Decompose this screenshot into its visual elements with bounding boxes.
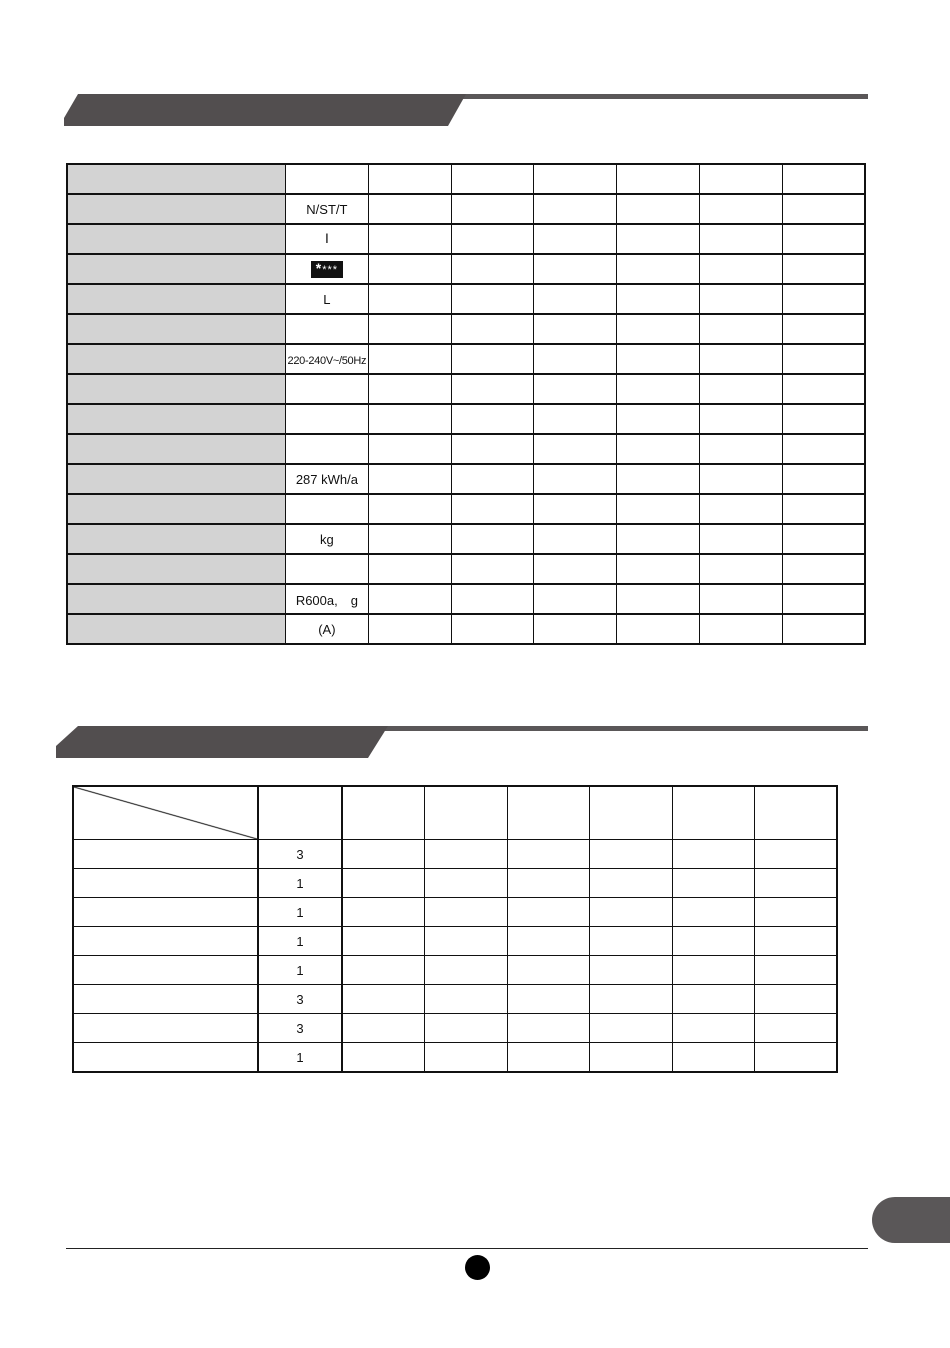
empty-cell xyxy=(590,1043,673,1073)
accessory-name-cell xyxy=(73,1043,258,1073)
value-cell xyxy=(286,374,369,404)
empty-cell xyxy=(617,194,700,224)
empty-cell xyxy=(368,344,451,374)
empty-cell xyxy=(425,869,508,898)
empty-cell xyxy=(782,434,865,464)
table-row xyxy=(67,314,865,344)
empty-cell xyxy=(534,344,617,374)
empty-cell xyxy=(368,494,451,524)
value-text: (A) xyxy=(318,621,336,637)
header-cell xyxy=(507,786,590,840)
empty-cell xyxy=(451,164,534,194)
empty-cell xyxy=(451,554,534,584)
value-cell xyxy=(286,584,369,614)
page-number-dot xyxy=(465,1255,490,1280)
empty-cell xyxy=(368,554,451,584)
empty-cell xyxy=(451,614,534,644)
empty-cell xyxy=(782,374,865,404)
empty-cell xyxy=(342,956,425,985)
row-label-cell xyxy=(67,224,286,254)
table-row xyxy=(73,956,837,985)
table-row xyxy=(67,374,865,404)
empty-cell xyxy=(755,985,838,1014)
quantity-cell: 3 xyxy=(258,985,342,1014)
footer-rule xyxy=(66,1248,868,1249)
value-text: R600a, g xyxy=(295,592,358,608)
empty-cell xyxy=(368,314,451,344)
empty-cell xyxy=(534,374,617,404)
value-cell xyxy=(286,614,369,644)
empty-cell xyxy=(507,1014,590,1043)
empty-cell xyxy=(451,524,534,554)
empty-cell xyxy=(534,464,617,494)
empty-cell xyxy=(672,898,755,927)
value-cell xyxy=(286,344,369,374)
table-row xyxy=(73,898,837,927)
header-tab xyxy=(64,94,466,126)
table-row xyxy=(73,1014,837,1043)
value-text: Ⅰ xyxy=(324,231,329,246)
empty-cell xyxy=(451,314,534,344)
empty-cell xyxy=(699,194,782,224)
empty-cell xyxy=(617,404,700,434)
quantity-cell: 1 xyxy=(258,898,342,927)
empty-cell xyxy=(534,314,617,344)
empty-cell xyxy=(617,434,700,464)
empty-cell xyxy=(534,584,617,614)
empty-cell xyxy=(699,554,782,584)
empty-cell xyxy=(425,1014,508,1043)
empty-cell xyxy=(368,464,451,494)
empty-cell xyxy=(672,1043,755,1073)
empty-cell xyxy=(755,898,838,927)
table-row xyxy=(73,869,837,898)
value-cell xyxy=(286,164,369,194)
empty-cell xyxy=(534,524,617,554)
table-row xyxy=(67,224,865,254)
row-label-cell xyxy=(67,164,286,194)
row-label-cell xyxy=(67,254,286,284)
value-cell xyxy=(286,404,369,434)
table-row xyxy=(73,985,837,1014)
empty-cell xyxy=(534,554,617,584)
empty-cell xyxy=(590,1014,673,1043)
value-text: 220-240V~/50Hz xyxy=(287,354,367,367)
table-row xyxy=(67,254,865,284)
specifications-table xyxy=(66,163,866,645)
value-text: L xyxy=(323,291,331,307)
empty-cell xyxy=(617,314,700,344)
row-label-cell xyxy=(67,464,286,494)
empty-cell xyxy=(507,869,590,898)
header-cell xyxy=(672,786,755,840)
empty-cell xyxy=(699,494,782,524)
empty-cell xyxy=(342,840,425,869)
table-header-row xyxy=(73,786,837,840)
value-cell xyxy=(286,314,369,344)
table-row xyxy=(73,927,837,956)
empty-cell xyxy=(699,314,782,344)
empty-cell xyxy=(617,284,700,314)
row-label-cell xyxy=(67,554,286,584)
empty-cell xyxy=(672,927,755,956)
empty-cell xyxy=(507,985,590,1014)
table-row xyxy=(67,614,865,644)
value-cell xyxy=(286,464,369,494)
empty-cell xyxy=(672,956,755,985)
accessories-section-header xyxy=(56,726,868,760)
empty-cell xyxy=(425,898,508,927)
empty-cell xyxy=(782,164,865,194)
quantity-cell: 1 xyxy=(258,956,342,985)
table-row xyxy=(67,464,865,494)
empty-cell xyxy=(699,284,782,314)
empty-cell xyxy=(617,374,700,404)
empty-cell xyxy=(342,985,425,1014)
row-label-cell xyxy=(67,284,286,314)
empty-cell xyxy=(699,374,782,404)
empty-cell xyxy=(342,927,425,956)
empty-cell xyxy=(451,374,534,404)
empty-cell xyxy=(451,254,534,284)
freezer-star-rating-icon xyxy=(311,261,343,278)
empty-cell xyxy=(368,524,451,554)
empty-cell xyxy=(755,840,838,869)
empty-cell xyxy=(425,840,508,869)
empty-cell xyxy=(451,494,534,524)
empty-cell xyxy=(425,927,508,956)
quantity-cell: 3 xyxy=(258,1014,342,1043)
header-cell xyxy=(590,786,673,840)
empty-cell xyxy=(342,898,425,927)
quantity-cell: 1 xyxy=(258,1043,342,1073)
empty-cell xyxy=(755,1043,838,1073)
empty-cell xyxy=(507,1043,590,1073)
empty-cell xyxy=(672,985,755,1014)
empty-cell xyxy=(590,869,673,898)
value-cell xyxy=(286,224,369,254)
accessory-name-cell xyxy=(73,956,258,985)
table-row xyxy=(67,344,865,374)
row-label-cell xyxy=(67,404,286,434)
empty-cell xyxy=(451,194,534,224)
empty-cell xyxy=(451,284,534,314)
empty-cell xyxy=(617,554,700,584)
header-tab xyxy=(56,726,388,758)
empty-cell xyxy=(782,584,865,614)
empty-cell xyxy=(534,284,617,314)
empty-cell xyxy=(342,1014,425,1043)
table-row xyxy=(67,524,865,554)
empty-cell xyxy=(672,1014,755,1043)
value-text: N/ST/T xyxy=(306,201,348,217)
table-row xyxy=(67,404,865,434)
empty-cell xyxy=(368,164,451,194)
table-row xyxy=(67,434,865,464)
empty-cell xyxy=(699,584,782,614)
empty-cell xyxy=(368,404,451,434)
empty-cell xyxy=(368,584,451,614)
accessory-name-cell xyxy=(73,898,258,927)
empty-cell xyxy=(368,614,451,644)
empty-cell xyxy=(699,254,782,284)
value-cell xyxy=(286,494,369,524)
empty-cell xyxy=(507,840,590,869)
empty-cell xyxy=(699,614,782,644)
empty-cell xyxy=(507,927,590,956)
empty-cell xyxy=(451,224,534,254)
empty-cell xyxy=(451,434,534,464)
spec-section-header xyxy=(64,94,868,128)
empty-cell xyxy=(617,164,700,194)
empty-cell xyxy=(782,554,865,584)
table-row xyxy=(67,554,865,584)
row-label-cell xyxy=(67,344,286,374)
table-row xyxy=(67,584,865,614)
table-row xyxy=(67,194,865,224)
empty-cell xyxy=(699,164,782,194)
empty-cell xyxy=(699,524,782,554)
empty-cell xyxy=(782,224,865,254)
table-row xyxy=(73,840,837,869)
empty-cell xyxy=(699,434,782,464)
row-label-cell xyxy=(67,374,286,404)
empty-cell xyxy=(590,985,673,1014)
empty-cell xyxy=(755,869,838,898)
empty-cell xyxy=(368,284,451,314)
value-cell xyxy=(286,254,369,284)
empty-cell xyxy=(617,614,700,644)
empty-cell xyxy=(342,869,425,898)
table-row xyxy=(67,284,865,314)
empty-cell xyxy=(507,898,590,927)
empty-cell xyxy=(534,404,617,434)
accessory-name-cell xyxy=(73,840,258,869)
star-glyph: *** xyxy=(322,263,339,276)
header-cell xyxy=(342,786,425,840)
row-label-cell xyxy=(67,194,286,224)
empty-cell xyxy=(782,344,865,374)
empty-cell xyxy=(368,434,451,464)
empty-cell xyxy=(368,194,451,224)
row-label-cell xyxy=(67,434,286,464)
accessory-name-cell xyxy=(73,1014,258,1043)
empty-cell xyxy=(590,927,673,956)
quantity-cell: 1 xyxy=(258,869,342,898)
empty-cell xyxy=(368,224,451,254)
empty-cell xyxy=(425,985,508,1014)
empty-cell xyxy=(451,584,534,614)
star-glyph: * xyxy=(315,259,323,276)
empty-cell xyxy=(590,840,673,869)
empty-cell xyxy=(451,344,534,374)
empty-cell xyxy=(755,927,838,956)
value-cell xyxy=(286,284,369,314)
value-cell xyxy=(286,554,369,584)
empty-cell xyxy=(782,404,865,434)
table-row xyxy=(67,494,865,524)
row-label-cell xyxy=(67,524,286,554)
table-row xyxy=(67,164,865,194)
value-cell xyxy=(286,434,369,464)
empty-cell xyxy=(425,956,508,985)
empty-cell xyxy=(617,254,700,284)
empty-cell xyxy=(699,224,782,254)
table-row xyxy=(73,1043,837,1073)
empty-cell xyxy=(672,869,755,898)
empty-cell xyxy=(672,840,755,869)
empty-cell xyxy=(782,614,865,644)
accessories-table xyxy=(72,785,838,1073)
empty-cell xyxy=(782,464,865,494)
empty-cell xyxy=(425,1043,508,1073)
header-cell xyxy=(258,786,342,840)
empty-cell xyxy=(342,1043,425,1073)
empty-cell xyxy=(617,224,700,254)
empty-cell xyxy=(699,344,782,374)
empty-cell xyxy=(617,344,700,374)
empty-cell xyxy=(782,314,865,344)
empty-cell xyxy=(368,254,451,284)
empty-cell xyxy=(451,464,534,494)
accessory-name-cell xyxy=(73,985,258,1014)
empty-cell xyxy=(534,194,617,224)
header-cell xyxy=(425,786,508,840)
header-cell xyxy=(755,786,838,840)
empty-cell xyxy=(590,898,673,927)
empty-cell xyxy=(590,956,673,985)
accessory-name-cell xyxy=(73,927,258,956)
empty-cell xyxy=(534,224,617,254)
page-side-tab xyxy=(872,1197,950,1243)
value-cell xyxy=(286,194,369,224)
empty-cell xyxy=(782,284,865,314)
empty-cell xyxy=(699,404,782,434)
empty-cell xyxy=(534,164,617,194)
value-text: 287 kWh/a xyxy=(295,471,358,487)
accessory-name-cell xyxy=(73,869,258,898)
empty-cell xyxy=(368,374,451,404)
empty-cell xyxy=(534,614,617,644)
empty-cell xyxy=(755,1014,838,1043)
empty-cell xyxy=(534,434,617,464)
row-label-cell xyxy=(67,584,286,614)
empty-cell xyxy=(782,254,865,284)
empty-cell xyxy=(507,956,590,985)
row-label-cell xyxy=(67,494,286,524)
row-label-cell xyxy=(67,614,286,644)
empty-cell xyxy=(534,254,617,284)
empty-cell xyxy=(755,956,838,985)
empty-cell xyxy=(617,584,700,614)
value-cell xyxy=(286,524,369,554)
empty-cell xyxy=(782,494,865,524)
quantity-cell: 1 xyxy=(258,927,342,956)
row-label-cell xyxy=(67,314,286,344)
empty-cell xyxy=(782,524,865,554)
value-text: kg xyxy=(320,531,334,547)
empty-cell xyxy=(617,524,700,554)
empty-cell xyxy=(699,464,782,494)
empty-cell xyxy=(617,464,700,494)
diagonal-header-cell xyxy=(73,786,258,840)
quantity-cell: 3 xyxy=(258,840,342,869)
empty-cell xyxy=(534,494,617,524)
empty-cell xyxy=(451,404,534,434)
empty-cell xyxy=(782,194,865,224)
empty-cell xyxy=(617,494,700,524)
